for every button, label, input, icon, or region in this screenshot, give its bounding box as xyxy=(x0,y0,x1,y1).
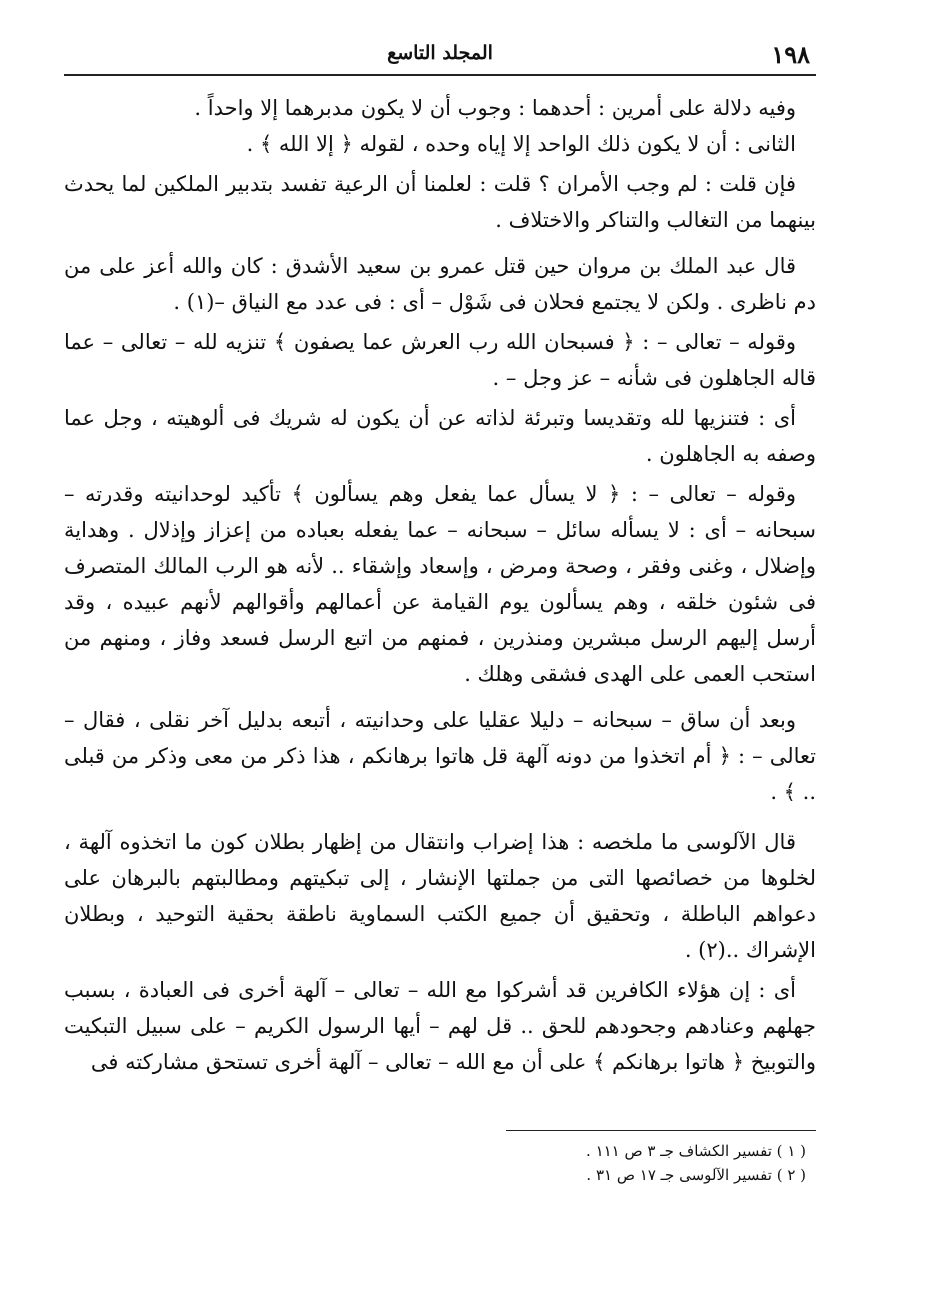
footnote-divider xyxy=(506,1130,816,1131)
paragraph-8: وبعد أن ساق – سبحانه – دليلا عقليا على وحدانيته ، أتبعه بدليل آخر نقلى ، فقال – تعالى – : ﴿ أم اتخذوا من دونه آلهة قل هاتوا برهانكم ، هذا ذكر من معى وذكر من قبلى .. ﴾ . xyxy=(64,708,816,804)
page-number: ١٩٨ xyxy=(771,40,810,69)
paragraph-9: قال الآلوسى ما ملخصه : هذا إضراب وانتقال من إظهار بطلان كون ما اتخذوه آلهة ، لخلوها من خصائصها التى من جملتها الإنشار ، إلى تبكيتهم ومطالبتهم بالبرهان على دعواهم الباطلة ، وتحقيق أن جميع الكتب السماوية ناطقة بحقية التوحيد ، وبطلان الإشراك ..(٢) . xyxy=(64,830,816,962)
book-page xyxy=(64,30,816,1270)
footnote-2: ( ٢ ) تفسير الآلوسى جـ ١٧ ص ٣١ . xyxy=(586,1166,806,1184)
paragraph-6: أى : فتنزيها لله وتقديسا وتبرئة لذاته عن أن يكون له شريك فى ألوهيته ، وجل عما وصفه به الجاهلون . xyxy=(64,406,816,466)
footnotes xyxy=(64,1130,816,1187)
paragraph-7: وقوله – تعالى – : ﴿ لا يسأل عما يفعل وهم يسألون ﴾ تأكيد لوحدانيته وقدرته – سبحانه – أى : لا يسأله سائل – سبحانه – عما يفعله بعباده من إعزاز وإذلال . وهداية وإضلال ، وغنى وفقر ، وصحة ومرض ، وإسعاد وإشقاء .. لأنه هو الرب المالك المتصرف فى شئون خلقه ، وهم يسألون يوم القيامة عن أعمالهم وأقوالهم لأنهم عبيده ، وقد أرسل إليهم الرسل مبشرين ومنذرين ، فمنهم من اتبع الرسل فسعد وفاز ، ومنهم من استحب العمى على الهدى فشقى وهلك . xyxy=(64,482,816,686)
footnote-1: ( ١ ) تفسير الكشاف جـ ٣ ص ١١١ . xyxy=(586,1142,806,1160)
paragraph-10: أى : إن هؤلاء الكافرين قد أشركوا مع الله – تعالى – آلهة أخرى فى العبادة ، بسبب جهلهم وعنادهم وجحودهم للحق .. قل لهم – أيها الرسول الكريم – على سبيل التبكيت والتوبيخ ﴿ هاتوا برهانكم ﴾ على أن مع الله – تعالى – آلهة أخرى تستحق مشاركته فى xyxy=(64,978,816,1074)
paragraph-4: قال عبد الملك بن مروان حين قتل عمرو بن سعيد الأشدق : كان والله أعز على من دم ناظرى . ولكن لا يجتمع فحلان فى شَوْل – أى : فى عدد مع النياق –(١) . xyxy=(64,254,816,314)
paragraph-2: الثانى : أن لا يكون ذلك الواحد إلا إياه وحده ، لقوله ﴿ إلا الله ﴾ . xyxy=(246,132,796,156)
page-body xyxy=(64,90,816,1080)
running-head: المجلد التاسع xyxy=(387,42,493,64)
page-header xyxy=(64,30,816,76)
paragraph-1: وفيه دلالة على أمرين : أحدهما : وجوب أن لا يكون مدبرهما إلا واحداً . xyxy=(194,96,796,120)
paragraph-5: وقوله – تعالى – : ﴿ فسبحان الله رب العرش عما يصفون ﴾ تنزيه لله – تعالى – عما قاله الجاهلون فى شأنه – عز وجل – . xyxy=(64,330,816,390)
paragraph-3: فإن قلت : لم وجب الأمران ؟ قلت : لعلمنا أن الرعية تفسد بتدبير الملكين لما يحدث بينهما من التغالب والتناكر والاختلاف . xyxy=(64,172,816,232)
